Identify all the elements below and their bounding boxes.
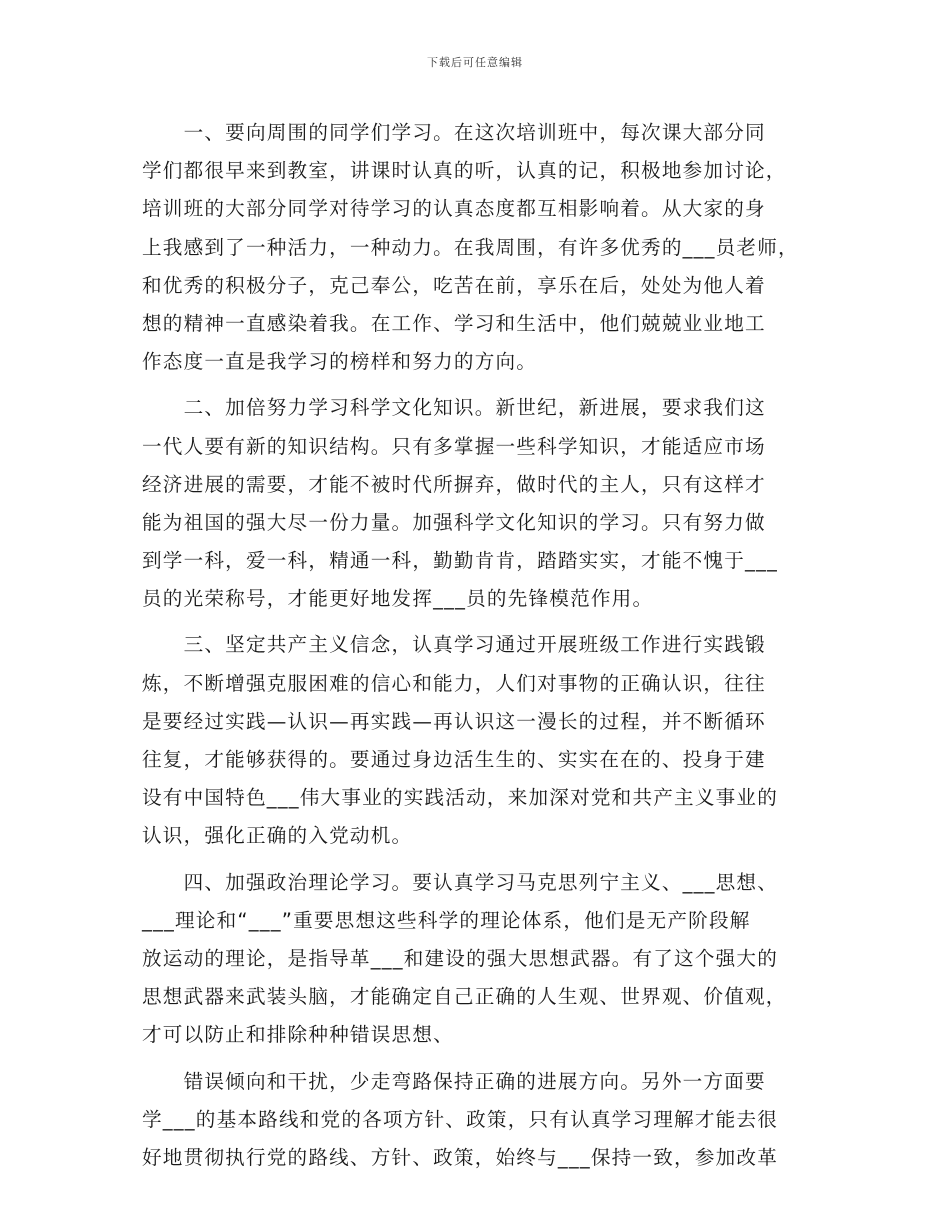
text-line: 设有中国特色___伟大事业的实践活动，来加深对党和共产主义事业的 [142,786,779,810]
text-line: 错误倾向和干扰，少走弯路保持正确的进展方向。另外一方面要 [142,1069,766,1093]
text-line: 放运动的理论，是指导革___和建设的强大思想武器。有了这个强大的 [142,946,779,970]
text-line: 二、加倍努力学习科学文化知识。新世纪，新进展，要求我们这 [142,396,766,420]
text-line: 炼，不断增强克服困难的信心和能力，人们对事物的正确认识，往往 [142,671,766,695]
text-line: 员的光荣称号，才能更好地发挥___员的先锋模范作用。 [142,587,654,611]
paragraph-3 [142,626,822,855]
text-line: 是要经过实践—认识—再实践—再认识这一漫长的过程，并不断循环 [142,709,766,733]
text-line: ___理论和“___”重要思想这些科学的理论体系，他们是无产阶段解 [142,908,751,932]
text-line: 学们都很早来到教室，讲课时认真的听，认真的记，积极地参加讨论， [142,159,787,183]
page-header: 下载后可任意编辑 [427,56,523,69]
text-line: 四、加强政治理论学习。要认真学习马克思列宁主义、___思想、 [142,870,779,894]
text-line: 能为祖国的强大尽一份力量。加强科学文化知识的学习。只有努力做 [142,510,766,534]
text-line: 学___的基本路线和党的各项方针、政策，只有认真学习理解才能去很 [142,1107,779,1131]
paragraph-1 [142,114,822,381]
text-line: 作态度一直是我学习的榜样和努力的方向。 [142,350,538,374]
text-line: 想的精神一直感染着我。在工作、学习和生活中，他们兢兢业业地工 [142,311,766,335]
paragraph-5 [142,1063,822,1178]
text-line: 才可以防止和排除种种错误思想、 [142,1023,454,1047]
text-line: 培训班的大部分同学对待学习的认真态度都互相影响着。从大家的身 [142,197,766,221]
text-line: 好地贯彻执行党的路线、方针、政策，始终与___保持一致，参加改革 [142,1145,779,1169]
text-line: 往复，才能够获得的。要通过身边活生生的、实实在在的、投身于建 [142,748,766,771]
document-body [142,114,822,1185]
text-line: 和优秀的积极分子，克己奉公，吃苦在前，享乐在后，处处为他人着 [142,273,766,297]
paragraph-4 [142,864,822,1055]
text-line: 到学一科，爱一科，精通一科，勤勤肯肯，踏踏实实，才能不愧于___ [142,549,779,573]
text-line: 认识，强化正确的入党动机。 [142,824,413,848]
paragraph-2 [142,389,822,618]
text-line: 上我感到了一种活力，一种动力。在我周围，有许多优秀的___员老师， [142,235,799,259]
text-line: 经济进展的需要，才能不被时代所摒弃，做时代的主人，只有这样才 [142,472,766,496]
text-line: 一代人要有新的知识结构。只有多掌握一些科学知识，才能适应市场 [142,434,766,458]
text-line: 思想武器来武装头脑，才能确定自己正确的人生观、世界观、价值观， [142,985,787,1009]
text-line: 三、坚定共产主义信念，认真学习通过开展班级工作进行实践锻 [142,633,766,657]
text-line: 一、要向周围的同学们学习。在这次培训班中，每次课大部分同 [142,121,766,144]
